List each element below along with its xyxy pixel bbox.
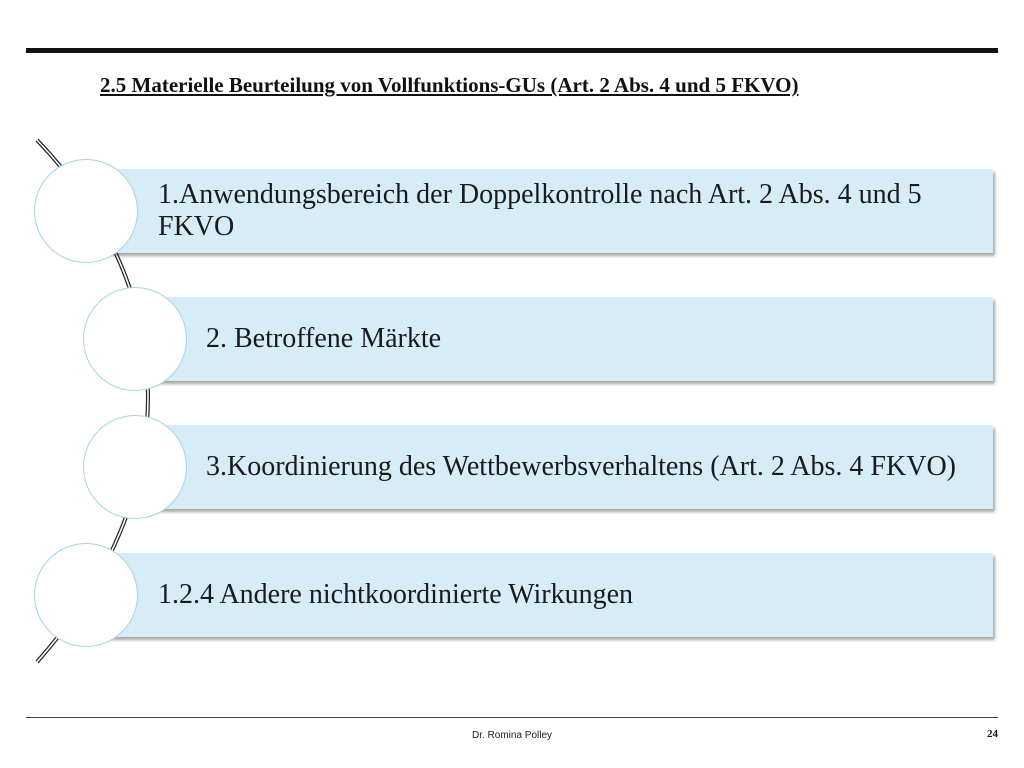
bullet-circle-2 — [83, 287, 187, 391]
list-item-label: 1.Anwendungsbereich der Doppelkontrolle nach Art. 2 Abs. 4 und 5 FKVO — [158, 179, 922, 242]
footer-rule — [26, 717, 998, 718]
bullet-circle-3 — [83, 415, 187, 519]
list-item-label: 3.Koordinierung des Wettbewerbsverhaltens (Art. 2 Abs. 4 FKVO) — [206, 451, 956, 482]
list-item-scope — [88, 169, 993, 253]
footer-author: Dr. Romina Polley — [471, 730, 553, 741]
bullet-circle-4 — [34, 543, 138, 647]
page-number: 24 — [987, 728, 998, 740]
bullet-circle-1 — [34, 159, 138, 263]
list-item-markets — [133, 297, 993, 381]
list-item-coordination — [133, 425, 993, 509]
list-item-label: 1.2.4 Andere nichtkoordinierte Wirkungen — [158, 579, 634, 610]
list-item-label: 2. Betroffene Märkte — [206, 323, 442, 354]
slide-title: 2.5 Materielle Beurteilung von Vollfunktions-GUs (Art. 2 Abs. 4 und 5 FKVO) — [100, 73, 799, 97]
list-item-noncoordinated-effects — [88, 553, 993, 637]
